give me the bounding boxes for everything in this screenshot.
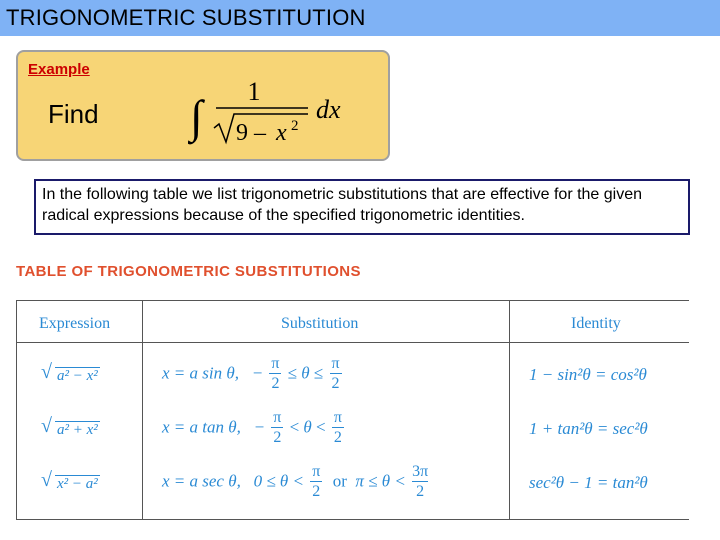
- table-row-substitution: x = a sin θ, − $\frac{\pi}{2}$ ≤ θ ≤ $\frac{\pi}{2}$: [162, 355, 340, 392]
- table-row-identity: sec²θ − 1 = tan²θ: [529, 473, 648, 492]
- table-row-identity: 1 + tan²θ = sec²θ: [529, 419, 648, 438]
- note-box: [34, 179, 690, 235]
- note-text: In the following table we list trigonometric substitutions that are effective for the given radical expressions because of the specified trigonometric identities.: [42, 186, 643, 224]
- differential: dx: [316, 95, 341, 124]
- integral-sign: ∫: [190, 91, 203, 142]
- substitution-table: [16, 300, 689, 520]
- header-substitution: Substitution: [281, 315, 359, 332]
- table-heading: TABLE OF TRIGONOMETRIC SUBSTITUTIONS: [16, 263, 361, 280]
- example-label: Example: [28, 61, 90, 78]
- find-label: Find: [48, 99, 99, 129]
- integral-numerator: 1: [247, 77, 261, 106]
- header-divider: [17, 342, 689, 343]
- radicand-minus: –: [254, 120, 266, 146]
- table-row-expression: √ x² − a²: [41, 469, 98, 492]
- table-row-substitution: x = a sec θ, 0 ≤ θ < $\frac{\pi}{2}$ or π ≤ θ < $\frac{3\pi}{2}$: [162, 463, 429, 500]
- example-box: [16, 50, 390, 161]
- title-bar: [0, 0, 720, 36]
- radicand-exponent: 2: [291, 118, 299, 134]
- table-row-expression: √ a² − x²: [41, 361, 98, 384]
- header-identity: Identity: [571, 315, 621, 332]
- table-row-identity: 1 − sin²θ = cos²θ: [529, 365, 647, 384]
- header-expression: Expression: [39, 315, 111, 332]
- integral-expression: [188, 74, 378, 154]
- table-row-expression: √ a² + x²: [41, 415, 98, 438]
- radicand-variable: x: [276, 120, 287, 146]
- table-row-substitution: x = a tan θ, − $\frac{\pi}{2}$ < θ < $\frac{\pi}{2}$: [162, 409, 342, 446]
- column-divider: [142, 301, 143, 519]
- page-title: TRIGONOMETRIC SUBSTITUTION: [6, 5, 366, 30]
- radicand-constant: 9: [236, 120, 248, 146]
- column-divider: [509, 301, 510, 519]
